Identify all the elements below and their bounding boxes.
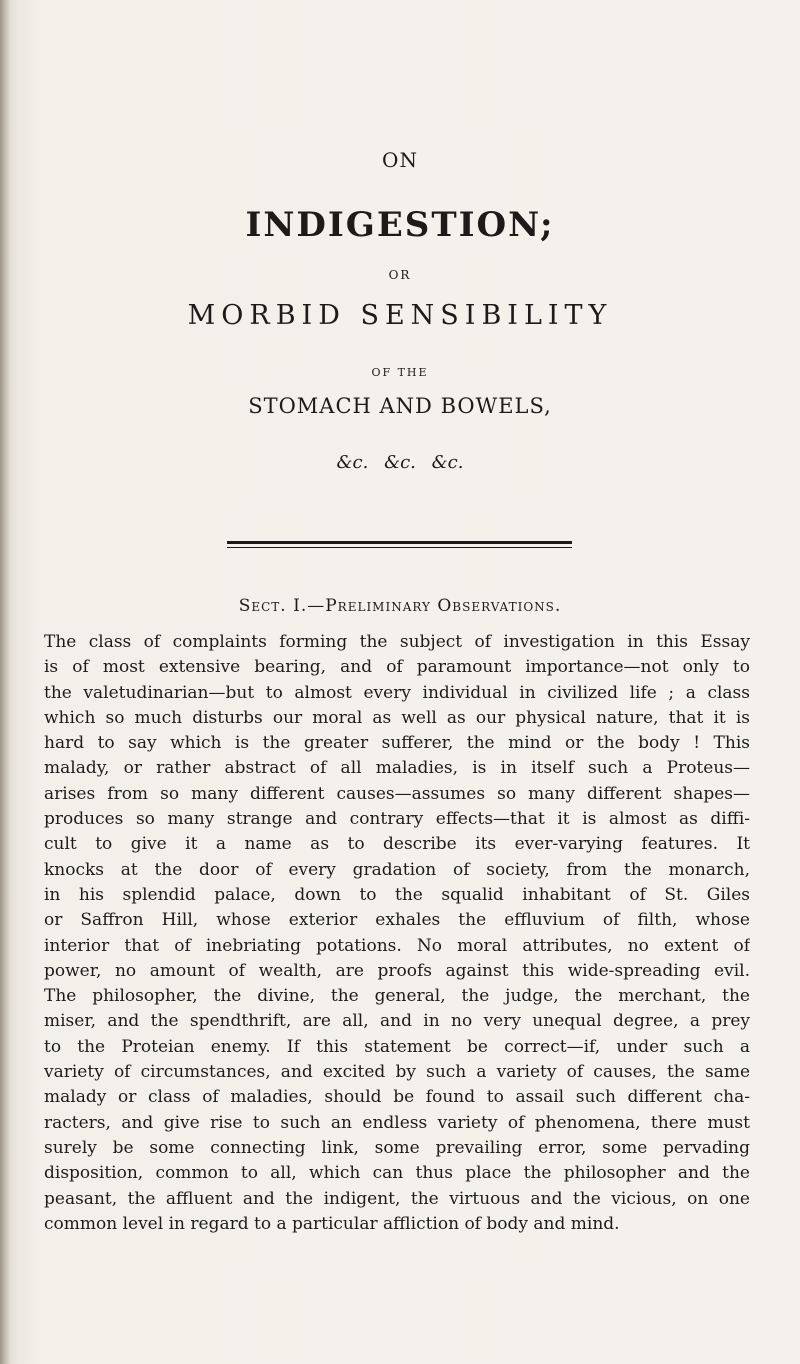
body-line: surely be some connecting link, some prevailing error, some pervading	[44, 1137, 750, 1158]
body-line: produces so many strange and contrary effects—that it is almost as diffi-	[44, 809, 750, 830]
body-paragraph	[44, 630, 750, 1237]
title-or: OR	[388, 268, 412, 282]
body-line: disposition, common to all, which can thus place the philosopher and the	[44, 1163, 750, 1184]
body-line: the valetudinarian—but to almost every individual in civilized life ; a class	[44, 682, 750, 703]
body-line: malady or class of maladies, should be found to assail such different cha-	[44, 1087, 750, 1108]
title-etc: &c. &c. &c.	[336, 452, 464, 473]
body-line: to the Proteian enemy. If this statement be correct—if, under such a	[44, 1036, 750, 1057]
body-line: or Saffron Hill, whose exterior exhales the effluvium of filth, whose	[44, 910, 750, 931]
body-line: The philosopher, the divine, the general, the judge, the merchant, the	[44, 986, 750, 1007]
body-line: knocks at the door of every gradation of society, from the monarch,	[44, 859, 750, 880]
divider-thick-rule	[227, 541, 572, 544]
divider-thin-rule	[227, 547, 572, 548]
body-line: malady, or rather abstract of all maladies, is in itself such a Proteus—	[44, 758, 750, 779]
body-line: cult to give it a name as to describe its ever-varying features. It	[44, 834, 750, 855]
body-line: hard to say which is the greater sufferer, the mind or the body ! This	[44, 733, 750, 754]
body-line: which so much disturbs our moral as well as our physical nature, that it is	[44, 707, 750, 728]
body-line: miser, and the spendthrift, are all, and in no very unequal degree, a prey	[44, 1011, 750, 1032]
title-on: ON	[382, 148, 418, 172]
body-line: interior that of inebriating potations. No moral attributes, no extent of	[44, 935, 750, 956]
body-line: arises from so many different causes—assumes so many different shapes—	[44, 783, 750, 804]
body-line: common level in regard to a particular affliction of body and mind.	[44, 1213, 620, 1234]
body-line: peasant, the affluent and the indigent, the virtuous and the vicious, on one	[44, 1188, 750, 1209]
title-of-the: OF THE	[371, 366, 429, 379]
subtitle: MORBID SENSIBILITY	[187, 300, 613, 331]
body-line: in his splendid palace, down to the squalid inhabitant of St. Giles	[44, 884, 750, 905]
main-title: INDIGESTION;	[245, 205, 555, 245]
body-line: is of most extensive bearing, and of paramount importance—not only to	[44, 657, 750, 678]
body-line: racters, and give rise to such an endless variety of phenomena, there must	[44, 1112, 750, 1133]
body-line: variety of circumstances, and excited by such a variety of causes, the same	[44, 1062, 750, 1083]
body-line: power, no amount of wealth, are proofs against this wide-spreading evil.	[44, 960, 750, 981]
section-heading: Sect. I.—Preliminary Observations.	[238, 596, 562, 616]
body-line: The class of complaints forming the subject of investigation in this Essay	[44, 632, 750, 652]
title-subject: STOMACH AND BOWELS,	[248, 394, 552, 418]
